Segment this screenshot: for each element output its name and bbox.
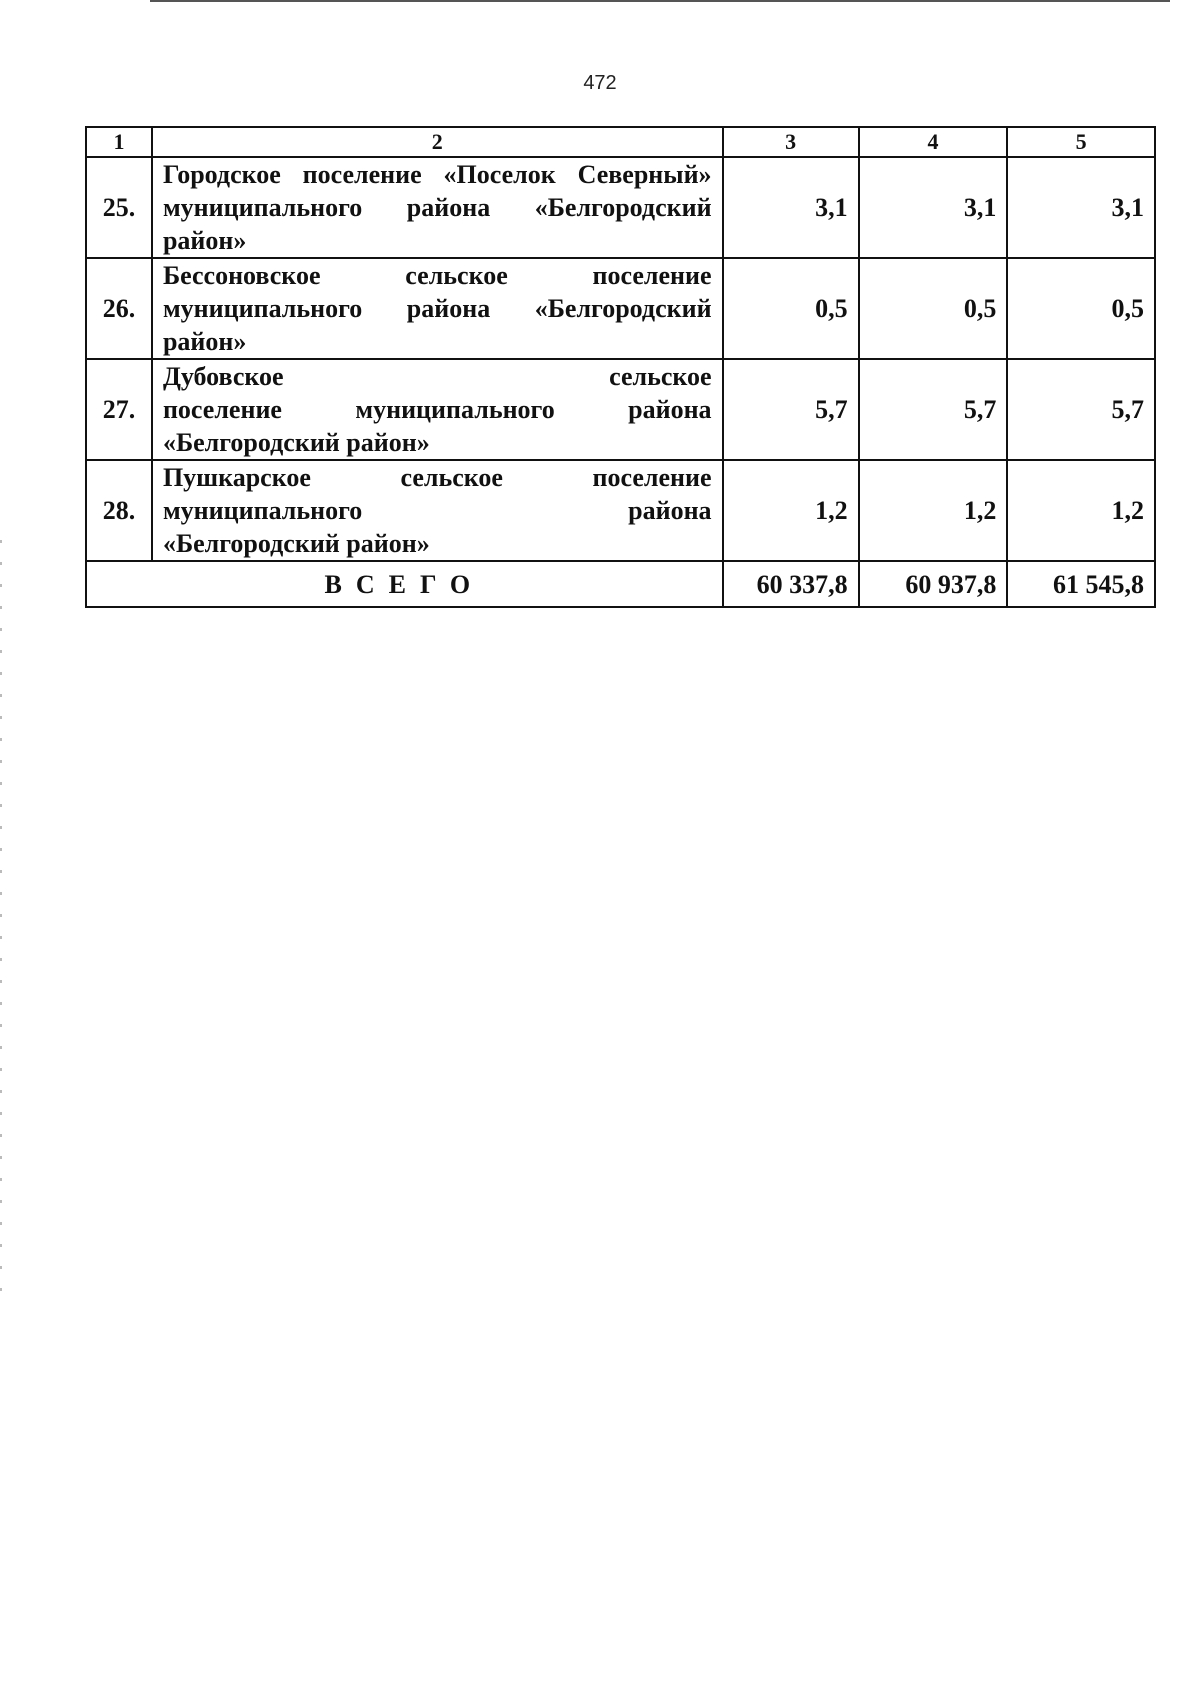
header-col-5: 5 xyxy=(1007,127,1155,157)
settlement-name-line: муниципального района «Белгородский xyxy=(162,294,712,323)
settlement-name-line: район» xyxy=(162,226,247,255)
top-scan-rule xyxy=(150,0,1170,2)
table-row xyxy=(86,258,1155,359)
value-col-5: 3,1 xyxy=(1007,157,1155,258)
settlement-name-line: муниципального района «Белгородский xyxy=(162,193,712,222)
settlement-name xyxy=(152,157,723,258)
total-label: ВСЕГО xyxy=(86,561,723,607)
header-col-3: 3 xyxy=(723,127,859,157)
header-col-1: 1 xyxy=(86,127,152,157)
settlement-name-line: поселение муниципального района xyxy=(162,395,712,424)
row-number: 26. xyxy=(86,258,152,359)
budget-table xyxy=(85,126,1156,608)
value-col-5: 1,2 xyxy=(1007,460,1155,561)
value-col-4: 5,7 xyxy=(859,359,1008,460)
settlement-name-line: Бессоновское сельское поселение xyxy=(162,261,712,290)
settlement-name-line: «Белгородский район» xyxy=(162,428,430,457)
row-number: 28. xyxy=(86,460,152,561)
scan-margin-mark xyxy=(0,540,2,1300)
page-number: 472 xyxy=(583,72,617,94)
value-col-4: 3,1 xyxy=(859,157,1008,258)
total-col-3: 60 337,8 xyxy=(723,561,859,607)
value-col-5: 0,5 xyxy=(1007,258,1155,359)
settlement-name-line: Пушкарское сельское поселение xyxy=(162,463,712,492)
value-col-3: 0,5 xyxy=(723,258,859,359)
settlement-name-line: Дубовское сельское xyxy=(162,362,712,391)
table-header-row xyxy=(86,127,1155,157)
value-col-3: 1,2 xyxy=(723,460,859,561)
total-col-4: 60 937,8 xyxy=(859,561,1008,607)
value-col-3: 5,7 xyxy=(723,359,859,460)
settlement-name xyxy=(152,359,723,460)
value-col-5: 5,7 xyxy=(1007,359,1155,460)
settlement-name xyxy=(152,460,723,561)
row-number: 25. xyxy=(86,157,152,258)
row-number: 27. xyxy=(86,359,152,460)
settlement-name-line: муниципального района xyxy=(162,496,712,525)
settlement-name-line: Городское поселение «Поселок Северный» xyxy=(162,160,712,189)
table-row xyxy=(86,460,1155,561)
table-row xyxy=(86,157,1155,258)
value-col-4: 1,2 xyxy=(859,460,1008,561)
settlement-name-line: «Белгородский район» xyxy=(162,529,430,558)
total-row xyxy=(86,561,1155,607)
value-col-4: 0,5 xyxy=(859,258,1008,359)
value-col-3: 3,1 xyxy=(723,157,859,258)
table-row xyxy=(86,359,1155,460)
header-col-2: 2 xyxy=(152,127,723,157)
total-col-5: 61 545,8 xyxy=(1007,561,1155,607)
header-col-4: 4 xyxy=(859,127,1008,157)
settlement-name xyxy=(152,258,723,359)
settlement-name-line: район» xyxy=(162,327,247,356)
